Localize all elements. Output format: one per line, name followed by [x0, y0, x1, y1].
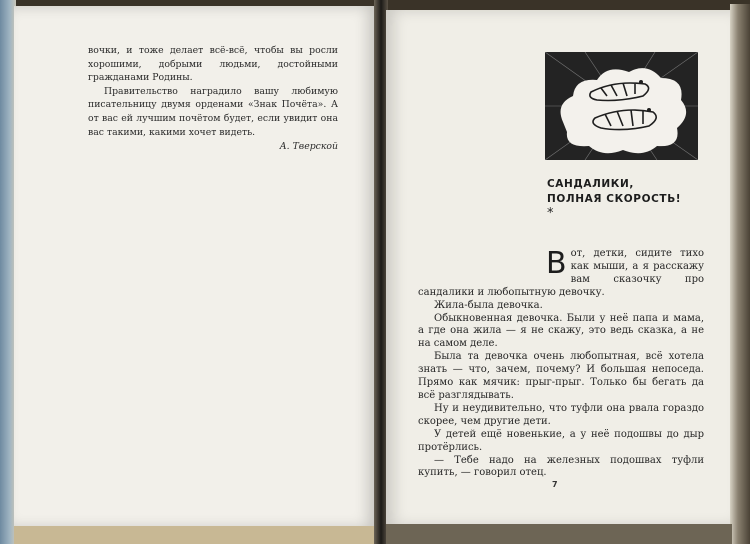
right-page-text — [418, 248, 704, 480]
drop-cap: В — [546, 246, 567, 281]
cover-bottom-edge — [386, 524, 732, 544]
sandals-illustration — [545, 52, 698, 160]
right-paragraph: Обыкновенная девочка. Были у неё папа и мама, а где она жила — я не скажу, это ведь сказка, а не на самом деле. — [418, 312, 704, 350]
page-number: 7 — [552, 480, 558, 489]
sandals-picture — [545, 52, 698, 160]
right-paragraph: Была та девочка очень любопытная, всё хотела знать — что, зачем, почему? И большая непоседа. Прямо как мячик: прыг-прыг. Только бы бегать да всё разглядывать. — [418, 351, 704, 401]
left-page-text — [88, 44, 338, 139]
first-paragraph — [418, 248, 704, 300]
author-signature: А. Тверской — [279, 141, 338, 152]
left-paragraph: вочки, и тоже делает всё-всё, чтобы вы росли хорошими, добрыми людьми, достойными гражданами Родины. — [88, 45, 338, 84]
right-paragraph: У детей ещё новенькие, а у неё подошвы до дыр протёрлись. — [418, 428, 704, 453]
ornament-star: * — [547, 206, 554, 221]
right-paragraph: Жила-была девочка. — [434, 299, 543, 311]
right-paragraph: — Тебе надо на железных подошвах туфли купить, — говорил отец. — [418, 454, 704, 479]
story-title-line: ПОЛНАЯ СКОРОСТЬ! — [547, 193, 682, 205]
page-block-edge — [14, 526, 378, 544]
right-paragraph: Ну и неудивительно, что туфли она рвала гораздо скорее, чем другие дети. — [418, 402, 704, 427]
first-paragraph-text: от, детки, сидите тихо как мыши, а я расскажу вам сказочку про сандалики и любопытную девочку. — [418, 248, 704, 298]
book-cover-edge-right — [730, 4, 750, 544]
story-title-line: САНДАЛИКИ, — [547, 178, 634, 190]
left-paragraph: Правительство наградило вашу любимую писательницу двумя орденами «Знак Почёта». А от вас ей лучшим почётом будет, если увидит она вас такими, какими хочет видеть. — [88, 85, 338, 138]
story-title — [547, 177, 717, 207]
